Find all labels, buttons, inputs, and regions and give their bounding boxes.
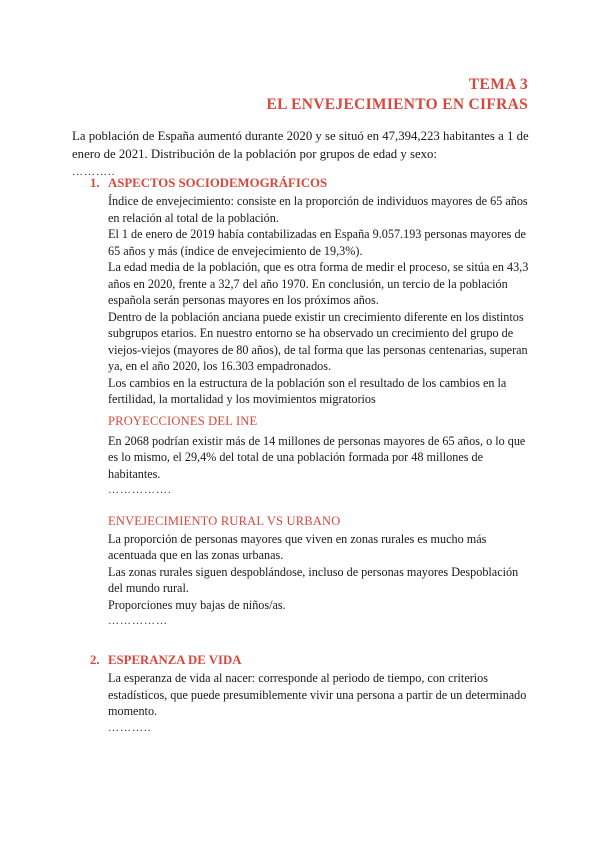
proyecciones-block (108, 413, 532, 499)
section2-text: La esperanza de vida al nacer: corresponde al periodo de tiempo, con criterios estadísticos, que puede presumiblemente vivir una persona a partir de un determinado momento. (108, 671, 527, 718)
section1-heading (90, 176, 327, 191)
paragraph: La edad media de la población, que es otra forma de medir el proceso, se sitúa en 43,3 años en 2020, frente a 32,7 del año 1970. En conclusión, un tercio de la población española serán personas mayores en los próximos años. (108, 260, 529, 307)
paragraph: Los cambios en la estructura de la población son el resultado de los cambios en la fertilidad, la mortalidad y los movimientos migratorios (108, 375, 507, 406)
section1-title: ASPECTOS SOCIODEMOGRÁFICOS (108, 176, 328, 190)
section2-heading (90, 653, 241, 668)
topic-number-title: TEMA 3 (468, 76, 528, 93)
section2-ellipsis: ……….. (108, 721, 152, 734)
intro-block (72, 127, 532, 181)
paragraph: El 1 de enero de 2019 había contabilizadas en España 9.057.193 personas mayores de 65 años y más (índice de envejecimiento de 19,3%). (108, 227, 526, 258)
paragraph: Índice de envejecimiento: consiste en la proporción de individuos mayores de 65 años en relación al total de la población. (108, 194, 528, 225)
proyecciones-heading: PROYECCIONES DEL INE (108, 414, 258, 428)
section1-body (108, 193, 532, 408)
page-title: EL ENVEJECIMIENTO EN CIFRAS (266, 96, 528, 113)
paragraph: La proporción de personas mayores que viven en zonas rurales es mucho más acentuada que en las zonas urbanas. (108, 531, 487, 562)
intro-ellipsis: ……….. (72, 166, 116, 178)
proyecciones-ellipsis: ……………. (108, 484, 172, 496)
paragraph: Las zonas rurales siguen despoblándose, incluso de personas mayores Despoblación del mundo rural. (108, 564, 519, 595)
paragraph: Proporciones muy bajas de niños/as. (108, 597, 286, 612)
section2-number: 2. (90, 653, 100, 667)
section2-body (108, 670, 532, 736)
rural-heading: ENVEJECIMIENTO RURAL VS URBANO (108, 514, 341, 528)
intro-text: La población de España aumentó durante 2020 y se situó en 47,394,223 habitantes a 1 de enero de 2021. Distribución de la población por grupos de edad y sexo: (72, 129, 529, 161)
paragraph: Dentro de la población anciana puede existir un crecimiento diferente en los distintos subgrupos etarios. En nuestro entorno se ha observado un crecimiento del grupo de viejos-viejos (mayores de 80 años), de tal forma que las personas centenarias, superan ya, en el año 2020, los 16.303 empadronados. (108, 309, 528, 373)
rural-ellipsis: …………… (108, 615, 168, 627)
rural-block (108, 513, 532, 630)
section2-title: ESPERANZA DE VIDA (108, 653, 242, 667)
proyecciones-text: En 2068 podrían existir más de 14 millones de personas mayores de 65 años, o lo que es lo mismo, el 29,4% del total de una población formada por 48 millones de habitantes. (108, 433, 526, 481)
section1-number: 1. (90, 176, 100, 190)
